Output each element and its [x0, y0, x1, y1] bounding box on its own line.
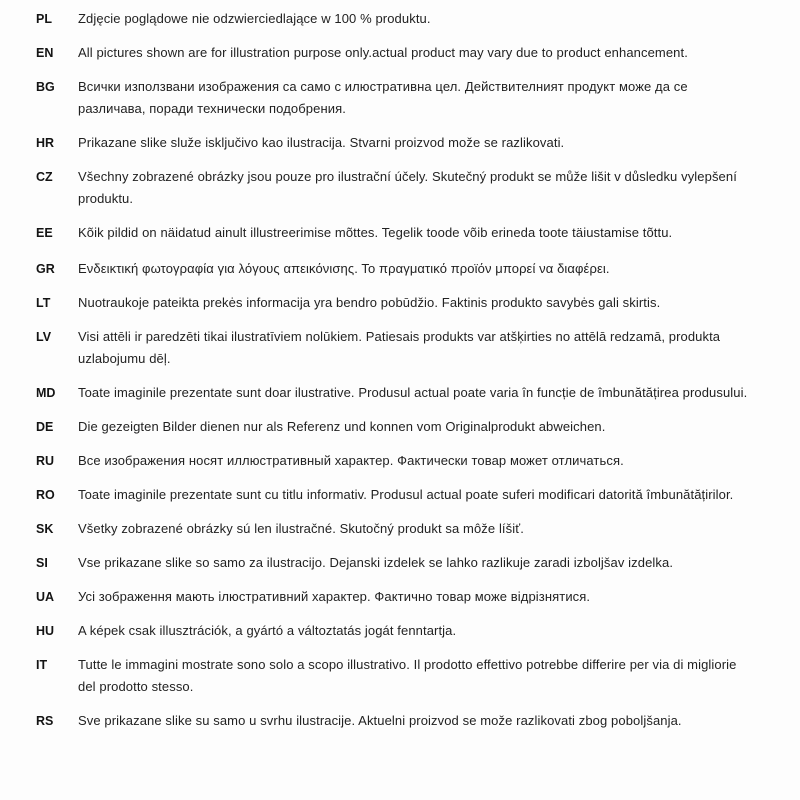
disclaimer-text: Všechny zobrazené obrázky jsou pouze pro ilustrační účely. Skutečný produkt se může lišit v důsledku vylepšení produktu. — [78, 169, 737, 206]
disclaimer-row-hr — [36, 132, 772, 154]
language-code: MD — [36, 386, 56, 400]
disclaimer-row-cz — [36, 166, 772, 210]
language-code: HR — [36, 136, 55, 150]
disclaimer-text: Toate imaginile prezentate sunt doar ilustrative. Produsul actual poate varia în funcție de îmbunătățirea produsului. — [78, 385, 748, 400]
language-code: SI — [36, 556, 48, 570]
disclaimer-text: Zdjęcie poglądowe nie odzwierciedlające w 100 % produktu. — [78, 11, 431, 26]
disclaimer-text: Die gezeigten Bilder dienen nur als Referenz und konnen vom Originalprodukt abweichen. — [78, 419, 606, 434]
disclaimer-row-ru — [36, 450, 772, 472]
disclaimer-row-hu — [36, 620, 772, 642]
disclaimer-text: Всички използвани изображения са само с илюстративна цел. Действителният продукт може да се различава, поради технически подобрения. — [78, 79, 688, 116]
disclaimer-row-ee — [36, 222, 772, 244]
disclaimer-row-ro — [36, 484, 772, 506]
language-code: IT — [36, 658, 48, 672]
disclaimer-row-pl — [36, 8, 772, 30]
language-code: GR — [36, 262, 55, 276]
disclaimer-row-md — [36, 382, 772, 404]
disclaimer-text: Sve prikazane slike su samo u svrhu ilustracije. Aktuelni proizvod se može razlikovati zbog poboljšanja. — [78, 713, 682, 728]
disclaimer-row-en — [36, 42, 772, 64]
disclaimer-row-it — [36, 654, 772, 698]
disclaimer-text: All pictures shown are for illustration purpose only.actual product may vary due to product enhancement. — [78, 45, 688, 60]
language-code: UA — [36, 590, 55, 604]
language-code: EN — [36, 46, 54, 60]
disclaimer-text: Усі зображення мають ілюстративний характер. Фактично товар може відрізнятися. — [78, 589, 591, 604]
disclaimer-text: Kõik pildid on näidatud ainult illustreerimise mõttes. Tegelik toode võib erineda toote täiustamise tõttu. — [78, 225, 673, 240]
disclaimer-text: Toate imaginile prezentate sunt cu titlu informativ. Produsul actual poate suferi modificari datorită îmbunătățirilor. — [78, 487, 734, 502]
disclaimer-row-lv — [36, 326, 772, 370]
disclaimer-row-si — [36, 552, 772, 574]
language-code: RO — [36, 488, 55, 502]
disclaimer-text: Vse prikazane slike so samo za ilustracijo. Dejanski izdelek se lahko razlikuje zaradi izboljšav izdelka. — [78, 555, 674, 570]
disclaimer-text: Tutte le immagini mostrate sono solo a scopo illustrativo. Il prodotto effettivo potrebbe differire per via di migliorie del prodotto stesso. — [78, 657, 737, 694]
language-code: LT — [36, 296, 51, 310]
language-code: SK — [36, 522, 54, 536]
disclaimer-text: Ενδεικτική φωτογραφία για λόγους απεικόνισης. Το πραγματικό προϊόν μπορεί να διαφέρει. — [78, 261, 610, 276]
disclaimer-row-gr — [36, 258, 772, 280]
language-code: EE — [36, 226, 53, 240]
disclaimer-text: Všetky zobrazené obrázky sú len ilustračné. Skutočný produkt sa môže líšiť. — [78, 521, 524, 536]
disclaimer-text: Visi attēli ir paredzēti tikai ilustratīviem nolūkiem. Patiesais produkts var atšķirties no attēlā redzamā, produkta uzlabojumu dēļ. — [78, 329, 721, 366]
disclaimer-text: A képek csak illusztrációk, a gyártó a változtatás jogát fenntartja. — [78, 623, 457, 638]
language-code: RS — [36, 714, 54, 728]
disclaimer-row-ua — [36, 586, 772, 608]
language-code: HU — [36, 624, 55, 638]
disclaimer-row-de — [36, 416, 772, 438]
disclaimer-row-lt — [36, 292, 772, 314]
disclaimer-row-sk — [36, 518, 772, 540]
language-code: PL — [36, 12, 52, 26]
language-code: CZ — [36, 170, 53, 184]
language-code: LV — [36, 330, 52, 344]
language-code: BG — [36, 80, 55, 94]
disclaimer-row-bg — [36, 76, 772, 120]
disclaimer-row-rs — [36, 710, 772, 732]
disclaimer-text: Prikazane slike služe isključivo kao ilustracija. Stvarni proizvod može se razlikovati. — [78, 135, 565, 150]
language-code: RU — [36, 454, 55, 468]
disclaimer-text: Все изображения носят иллюстративный характер. Фактически товар может отличаться. — [78, 453, 624, 468]
disclaimer-text: Nuotraukoje pateikta prekės informacija yra bendro pobūdžio. Faktinis produkto savybės gali skirtis. — [78, 295, 661, 310]
language-code: DE — [36, 420, 54, 434]
